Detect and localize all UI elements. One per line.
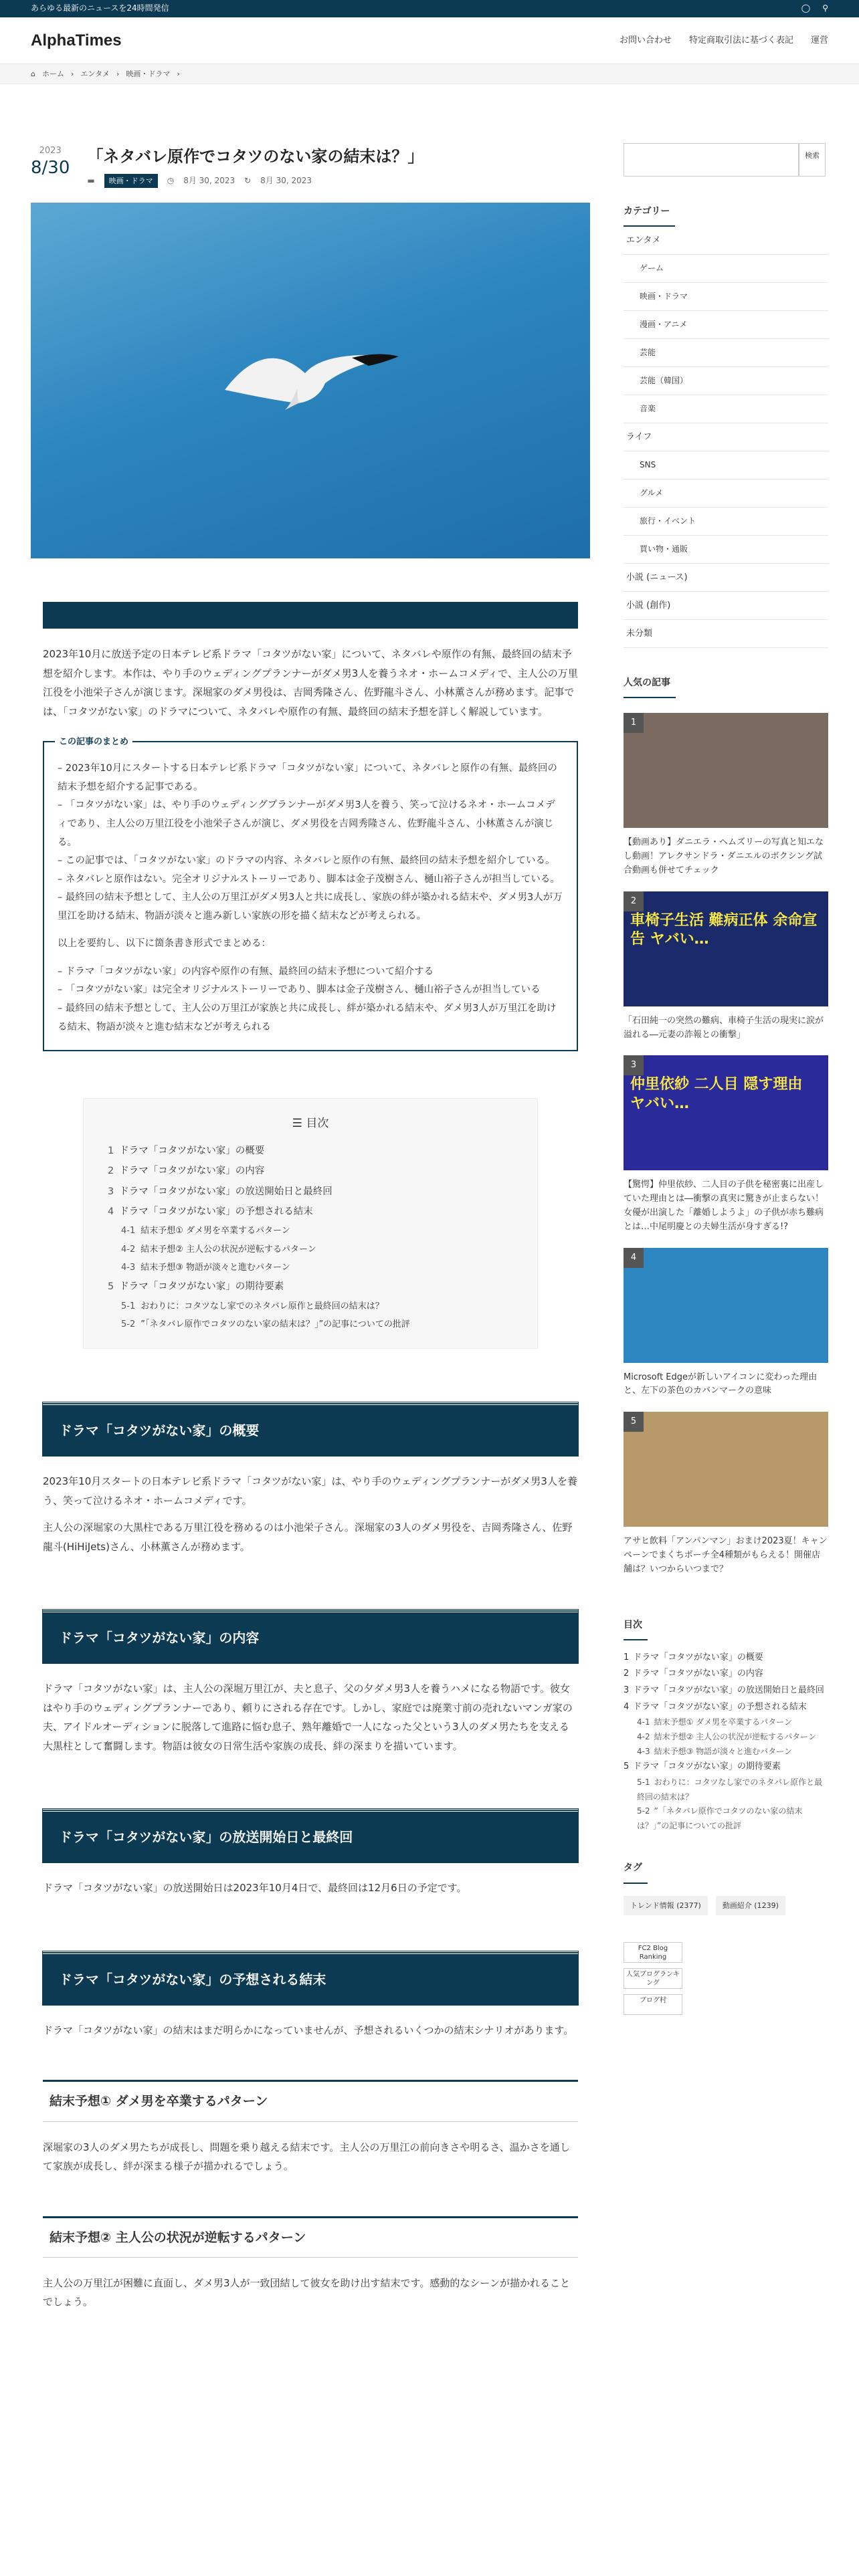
page-title: 「ネタバレ原作でコタツのない家の結末は？」 — [87, 147, 424, 166]
summary-line: – ドラマ「コタツがない家」の内容や原作の有無、最終回の結末予想について紹介する — [58, 966, 434, 977]
toc-item[interactable]: 2 ドラマ「コタツがない家」の内容 — [108, 1166, 265, 1177]
sidebar-toc-item[interactable]: 5 ドラマ「コタツがない家」の期待要素 — [624, 1761, 781, 1772]
ranking-banner[interactable]: ブログ村 — [624, 1994, 682, 2015]
summary-line: – 「コタツがない家」は、やり手のウェディングプランナーがダメ男3人を養う、笑って泣けるネオ・ホームコメディであり、主人公の万里江役を小池栄子さんが演じ、ダメ男役を吉岡秀隆さん、佐野龍斗さん、小林薫さんが演じる。 — [58, 800, 555, 848]
summary-mid: 以上を要約し、以下に箇条書き形式でまとめる： — [58, 938, 271, 950]
crumb-home[interactable]: ホーム — [41, 69, 64, 78]
published-date: 8月 30, 2023 — [183, 175, 235, 185]
toc-title: ☰ 目次 — [292, 1117, 329, 1131]
rank-badge: 2 — [624, 891, 644, 911]
popular-thumbnail[interactable] — [624, 713, 828, 828]
category-heading: カテゴリー — [624, 203, 675, 227]
list-icon: ☰ — [292, 1117, 306, 1131]
summary-line: – この記事では、「コタツがない家」のドラマの内容、ネタバレと原作の有無、最終回の結末予想を紹介している。 — [58, 855, 555, 867]
thumbnail-caption: 仲里依紗 二人目 隠す理由 ヤバい… — [630, 1076, 803, 1112]
popular-thumbnail[interactable] — [624, 1412, 828, 1527]
post-monthday: 8/30 — [31, 158, 70, 179]
toc-item[interactable]: 5 ドラマ「コタツがない家」の期待要素 — [108, 1281, 284, 1293]
sidebar-category-item[interactable]: ライフ — [624, 423, 828, 451]
sidebar-category-item[interactable]: 映画・ドラマ — [624, 283, 828, 311]
site-header — [0, 17, 859, 64]
sidebar-category-item[interactable]: 芸能 — [624, 339, 828, 367]
seagull-illustration — [218, 310, 405, 423]
popular-caption[interactable]: 「石田純一の突然の難病、車椅子生活の現実に涙が溢れる―元妻の詐報との衝撃」 — [624, 1015, 824, 1040]
sidebar-toc-item[interactable]: 3 ドラマ「コタツがない家」の放送開始日と最終回 — [624, 1685, 824, 1696]
search-icon[interactable]: ⚲ — [822, 3, 828, 13]
popular-thumbnail[interactable] — [624, 1055, 828, 1170]
sidebar-toc-item[interactable]: 5-2 ”「ネタバレ原作でコタツのない家の結末は？」”の記事についての批評 — [637, 1806, 803, 1830]
sidebar-category-item[interactable]: グルメ — [624, 479, 828, 508]
sidebar-category-item[interactable]: 音楽 — [624, 395, 828, 423]
search-input[interactable] — [624, 143, 799, 177]
sidebar-category-item[interactable]: 買い物・通販 — [624, 536, 828, 564]
ranking-banner[interactable]: 人気ブログランキング — [624, 1968, 682, 1989]
sidebar-toc-item[interactable]: 4-1 結末予想① ダメ男を卒業するパターン — [637, 1717, 792, 1727]
sidebar-category-item[interactable]: 小説 (ニュース) — [624, 564, 828, 592]
summary-label: この記事のまとめ — [55, 734, 132, 750]
global-nav — [619, 33, 828, 48]
section-heading: ドラマ「コタツがない家」の放送開始日と最終回 — [43, 1809, 578, 1862]
section-paragraph: 主人公の深堀家の大黒柱である万里江役を務めるのは小池栄子さん。深堀家の3人のダメ男役を、吉岡秀隆さん、佐野龍斗(HiHiJets)さん、小林薫さんが務めます。 — [43, 1521, 573, 1553]
article-header — [31, 143, 590, 188]
thumbnail-caption: 車椅子生活 難病正体 余命宣告 ヤバい… — [630, 911, 818, 948]
toc-subitem[interactable]: 5-1 おわりに：コタツなし家でのネタバレ原作と最終回の結末は？ — [121, 1301, 384, 1311]
category-list — [624, 227, 828, 648]
home-icon: ⌂ — [31, 69, 35, 78]
sidebar-search — [624, 143, 828, 177]
site-logo[interactable]: AlphaTimes — [31, 31, 122, 49]
refresh-icon: ↻ — [244, 175, 252, 185]
sidebar-category-item[interactable]: 旅行・イベント — [624, 508, 828, 536]
tag-item[interactable]: トレンド情報 (2377) — [624, 1896, 708, 1916]
hero-image — [31, 203, 590, 558]
ranking-banners — [624, 1942, 828, 2015]
search-button[interactable]: 検索 — [799, 143, 826, 177]
sidebar-category-item[interactable]: 未分類 — [624, 620, 828, 648]
article-body — [31, 602, 590, 2311]
top-bar — [0, 0, 859, 17]
subsection-paragraph: 主人公の万里江が困難に直面し、ダメ男3人が一致団結して彼女を助け出す結末です。感動的なシーンが描かれることでしょう。 — [43, 2276, 571, 2309]
rank-badge: 5 — [624, 1412, 644, 1432]
popular-caption[interactable]: 【驚愕】仲里依紗、二人目の子供を秘密裏に出産していた理由とは―衝撃の真実に驚きが止まらない！女優が出演した「離婚しようよ」の子供が赤ち難病とは…中尾明慶との夫婦生活が身すぎる!? — [624, 1180, 824, 1232]
popular-caption[interactable]: Microsoft Edgeが新しいアイコンに変わった理由と、左下の茶色のカバンマークの意味 — [624, 1372, 818, 1396]
section-heading: ドラマ「コタツがない家」の内容 — [43, 1610, 578, 1663]
toc-item[interactable]: 3 ドラマ「コタツがない家」の放送開始日と最終回 — [108, 1186, 332, 1197]
popular-item[interactable] — [624, 891, 828, 1043]
sidebar-category-item[interactable]: 小説 (創作) — [624, 592, 828, 620]
rank-badge: 1 — [624, 713, 644, 733]
toc-item[interactable]: 4 ドラマ「コタツがない家」の予想される結末 — [108, 1206, 313, 1217]
toc-subitem[interactable]: 5-2 ”「ネタバレ原作でコタツのない家の結末は？」”の記事についての批評 — [121, 1319, 410, 1330]
sidebar-toc-item[interactable]: 4-2 結末予想② 主人公の状況が逆転するパターン — [637, 1732, 816, 1742]
summary-line: – ネタバレと原作はない。完全オリジナルストーリーであり、脚本は金子茂樹さん、樋山裕子さんが担当している。 — [58, 873, 560, 885]
sidebar-category-item[interactable]: ゲーム — [624, 255, 828, 283]
popular-item[interactable] — [624, 1055, 828, 1234]
crumb-entame[interactable]: エンタメ — [80, 69, 110, 78]
popular-caption[interactable]: 【動画あり】ダニエラ・ヘムズリーの写真と知エなし動画！アレクサンドラ・ダニエルのボクシング試合動画も併せてチェック — [624, 837, 824, 875]
date-box — [31, 143, 70, 178]
article-meta — [87, 174, 423, 189]
toc-subitem[interactable]: 4-1 結末予想① ダメ男を卒業するパターン — [121, 1226, 290, 1237]
summary-box — [43, 737, 578, 1051]
tag-heading: タグ — [624, 1860, 648, 1883]
popular-list — [624, 713, 828, 1576]
subsection-heading: 結末予想① ダメ男を卒業するパターン — [43, 2080, 578, 2121]
rank-badge: 3 — [624, 1055, 644, 1075]
subsection-paragraph: 深堀家の3人のダメ男たちが成長し、問題を乗り越える結末です。主人公の万里江の前向きさや明るさ、温かさを通して家族が成長し、絆が深まる様子が描かれるでしょう。 — [43, 2141, 570, 2172]
sidebar-toc-item[interactable]: 4-3 結末予想③ 物語が淡々と進むパターン — [637, 1746, 792, 1756]
sidebar-category-item[interactable]: SNS — [624, 451, 828, 479]
category-badge[interactable]: 映画・ドラマ — [104, 174, 158, 189]
nav-legal[interactable]: 特定商取引法に基づく表記 — [688, 35, 793, 45]
sidebar-toc-item[interactable]: 1 ドラマ「コタツがない家」の概要 — [624, 1652, 763, 1662]
clock-icon: ◷ — [167, 175, 175, 185]
sidebar — [624, 124, 828, 2020]
popular-item[interactable] — [624, 713, 828, 877]
tagline: あらゆる最新のニュースを24時間発信 — [31, 3, 169, 13]
toc-item[interactable]: 1 ドラマ「コタツがない家」の概要 — [108, 1145, 265, 1156]
section-paragraph: ドラマ「コタツがない家」は、主人公の深堀万里江が、夫と息子、父の夕ダメ男3人を養うハメになる物語です。彼女はやり手のウェディングプランナーであり、頼りにされる存在です。しかし、家庭では廃業寸前の売れないマンガ家の夫、アイドルオーディションに脱落して進路に悩む息子、熟年離婚で一人になった父という3人のダメ男たちを支える大黒柱として奮闘します。物語は彼女の日常生活や家族の成長、絆の深まりを描いています。 — [43, 1683, 573, 1752]
sidebar-toc — [624, 1650, 828, 1834]
folder-icon: ▬ — [87, 175, 95, 185]
toc-subitem[interactable]: 4-2 結末予想② 主人公の状況が逆転するパターン — [121, 1244, 316, 1255]
popular-caption[interactable]: アサヒ飲料「アンパンマン」おまけ2023夏！キャンペーンでまくちポーチ全4種類がもらえる！開催店舗は？いつからいつまで？ — [624, 1536, 828, 1574]
intro-paragraph: 2023年10月に放送予定の日本テレビ系ドラマ「コタツがない家」について、ネタバレや原作の有無、最終回の結末予想を紹介します。本作は、やり手のウェディングプランナーがダメ男3人を養うネオ・ホームコメディで、主人公の万里江役を小池栄子さんが演じます。深堀家のダメ男役は、吉岡秀隆さん、佐野龍斗さん、小林薫さんが務めます。記事では、「コタツがない家」のドラマについて、ネタバレや原作の有無、最終回の結末予想を詳しく解説しています。 — [43, 648, 578, 718]
table-of-contents — [83, 1098, 538, 1349]
rss-icon[interactable]: ◯ — [801, 3, 811, 13]
sidebar-toc-item[interactable]: 4 ドラマ「コタツがない家」の予想される結末 — [624, 1701, 807, 1712]
popular-thumbnail[interactable] — [624, 1248, 828, 1363]
section-paragraph: ドラマ「コタツがない家」の放送開始日は2023年10月4日で、最終回は12月6日の予定です。 — [43, 1882, 467, 1895]
popular-thumbnail[interactable] — [624, 891, 828, 1006]
sidebar-toc-item[interactable]: 2 ドラマ「コタツがない家」の内容 — [624, 1669, 763, 1679]
sidebar-category-item[interactable]: 芸能（韓国） — [624, 367, 828, 395]
updated-date: 8月 30, 2023 — [260, 175, 312, 185]
rank-badge: 4 — [624, 1248, 644, 1268]
nav-contact[interactable]: お問い合わせ — [619, 35, 672, 45]
tag-item[interactable]: 動画紹介 (1239) — [716, 1896, 785, 1916]
subsection-heading: 結末予想② 主人公の状況が逆転するパターン — [43, 2216, 578, 2258]
section-heading: ドラマ「コタツがない家」の概要 — [43, 1402, 578, 1456]
popular-heading: 人気の記事 — [624, 675, 676, 698]
summary-line: – 「コタツがない家」は完全オリジナルストーリーであり、脚本は金子茂樹さん、樋山裕子さんが担当している — [58, 984, 541, 996]
main-column — [31, 124, 590, 2312]
crumb-drama[interactable]: 映画・ドラマ — [126, 69, 171, 78]
sidebar-toc-item[interactable]: 5-1 おわりに：コタツなし家でのネタバレ原作と最終回の結末は？ — [637, 1777, 823, 1802]
section-heading: ドラマ「コタツがない家」の予想される結末 — [43, 1951, 578, 2005]
ranking-banner[interactable]: FC2 Blog Ranking — [624, 1942, 682, 1963]
tag-cloud — [624, 1896, 828, 1916]
section-banner — [43, 602, 578, 629]
nav-operator[interactable]: 運営 — [810, 35, 828, 45]
section-paragraph: 2023年10月スタートの日本テレビ系ドラマ「コタツがない家」は、やり手のウェディングプランナーがダメ男3人を養う、笑って泣けるネオ・ホームコメディです。 — [43, 1475, 577, 1507]
popular-item[interactable] — [624, 1412, 828, 1576]
section-paragraph: ドラマ「コタツがない家」の結末はまだ明らかになっていませんが、予想されるいくつかの結末シナリオがあります。 — [43, 2024, 574, 2036]
summary-line: – 最終回の結末予想として、主人公の万里江がダメ男3人と共に成長し、家族の絆が築かれる結末や、ダメ男3人が万里江を助ける結末、物語が淡々と進み新しい家族の形を描く結末などが考えられる。 — [58, 892, 563, 922]
popular-item[interactable] — [624, 1248, 828, 1399]
sidebar-toc-heading: 目次 — [624, 1617, 648, 1640]
sidebar-category-item[interactable]: 漫画・アニメ — [624, 311, 828, 339]
breadcrumb: ⌂ ホーム › エンタメ › 映画・ドラマ › — [0, 64, 859, 84]
summary-line: – 最終回の結末予想として、主人公の万里江が家族と共に成長し、絆が築かれる結末や、ダメ男3人が万里江を助ける結末、物語が淡々と進む結末などが考えられる — [58, 1002, 557, 1033]
sidebar-category-item[interactable]: エンタメ — [624, 227, 828, 255]
toc-subitem[interactable]: 4-3 結末予想③ 物語が淡々と進むパターン — [121, 1262, 290, 1273]
summary-line: – 2023年10月にスタートする日本テレビ系ドラマ「コタツがない家」について、ネタバレと原作の有無、最終回の結末予想を紹介する記事である。 — [58, 763, 557, 792]
post-year: 2023 — [39, 146, 62, 156]
